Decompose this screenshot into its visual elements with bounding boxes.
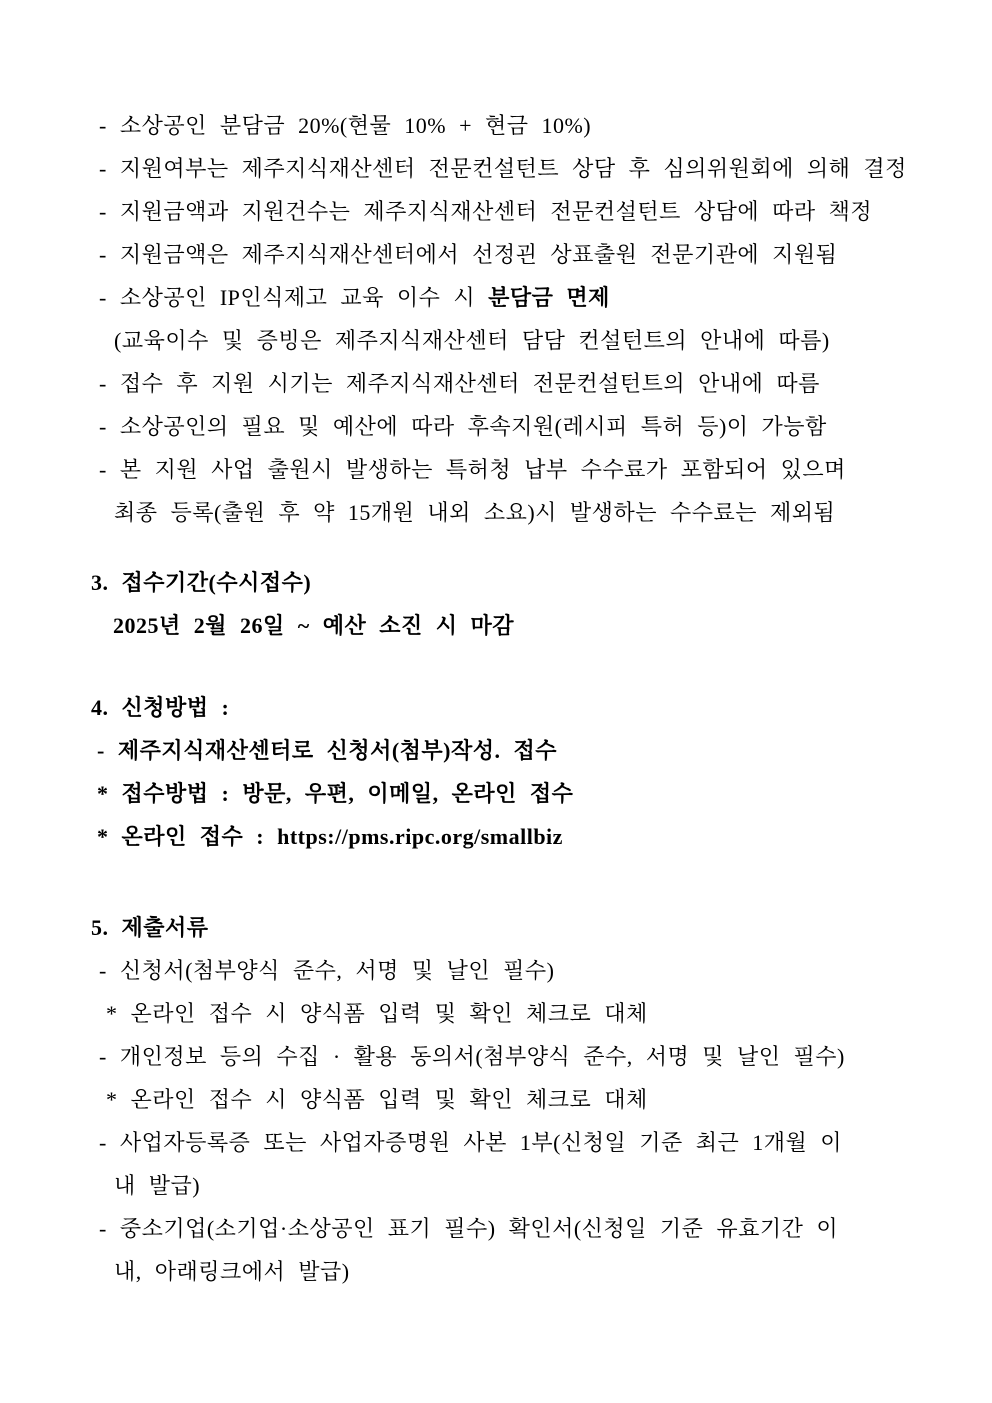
application-period: 2025년 2월 26일 ~ 예산 소진 시 마감 bbox=[113, 613, 514, 638]
note-cost-share: - 소상공인 분담금 20%(현물 10% + 현금 10%) bbox=[99, 113, 592, 138]
doc-privacy-consent-online-note: * 온라인 접수 시 양식폼 입력 및 확인 체크로 대체 bbox=[106, 1087, 648, 1112]
section-3-heading: 3. 접수기간(수시접수) bbox=[91, 570, 312, 595]
doc-application-form: - 신청서(첨부양식 준수, 서명 및 날인 필수) bbox=[99, 958, 555, 983]
section-4-heading: 4. 신청방법 : bbox=[91, 695, 230, 720]
note-support-amount-agency: - 지원금액은 제주지식재산센터에서 선정괸 상표출원 전문기관에 지원됨 bbox=[99, 242, 838, 267]
note-support-amount-count: - 지원금액과 지원건수는 제주지식재산센터 전문컨설턴트 상담에 따라 책정 bbox=[99, 199, 873, 224]
receipt-methods-line: * 접수방법 : 방문, 우편, 이메일, 온라인 접수 bbox=[97, 781, 574, 806]
doc-privacy-consent: - 개인정보 등의 수집 · 활용 동의서(첨부양식 준수, 서명 및 날인 필수) bbox=[99, 1044, 845, 1069]
note-education-exemption bbox=[0, 276, 992, 319]
online-application-label: * 온라인 접수 : bbox=[97, 824, 278, 849]
exemption-bold-text: 분담금 면제 bbox=[488, 285, 610, 310]
section-5-heading: 5. 제출서류 bbox=[91, 915, 209, 940]
doc-business-registration: - 사업자등록증 또는 사업자증명원 사본 1부(신청일 기준 최근 1개월 이 bbox=[99, 1130, 842, 1155]
note-support-decision: - 지원여부는 제주지식재산센터 전문컨설턴트 상담 후 심의위원회에 의해 결정 bbox=[99, 156, 907, 181]
note-education-exemption-text: - 소상공인 IP인식제고 교육 이수 시 bbox=[99, 285, 489, 310]
note-followup-support: - 소상공인의 필요 및 예산에 따라 후속지원(레시피 특허 등)이 가능함 bbox=[99, 414, 827, 439]
doc-application-form-online-note: * 온라인 접수 시 양식폼 입력 및 확인 체크로 대체 bbox=[106, 1001, 648, 1026]
doc-business-registration-cont: 내 발급) bbox=[114, 1173, 201, 1198]
note-support-timing: - 접수 후 지원 시기는 제주지식재산센터 전문컨설턴트의 안내에 따름 bbox=[99, 371, 820, 396]
apply-method-line: - 제주지식재산센터로 신청서(첨부)작성. 접수 bbox=[97, 738, 558, 763]
note-fee-excluded: 최종 등록(출원 후 약 15개원 내외 소요)시 발생하는 수수료는 제외됨 bbox=[114, 500, 836, 525]
online-application-url: https://pms.ripc.org/smallbiz bbox=[277, 824, 563, 849]
note-fee-included: - 본 지원 사업 출원시 발생하는 특허청 납부 수수료가 포함되어 있으며 bbox=[99, 457, 846, 482]
doc-sme-confirmation: - 중소기업(소기업·소상공인 표기 필수) 확인서(신청일 기준 유효기간 이 bbox=[99, 1216, 839, 1241]
doc-sme-confirmation-cont: 내, 아래링크에서 발급) bbox=[114, 1259, 350, 1284]
online-application-line bbox=[0, 815, 992, 858]
note-education-proof: (교육이수 및 증빙은 제주지식재산센터 담담 컨설턴트의 안내에 따름) bbox=[114, 328, 830, 353]
